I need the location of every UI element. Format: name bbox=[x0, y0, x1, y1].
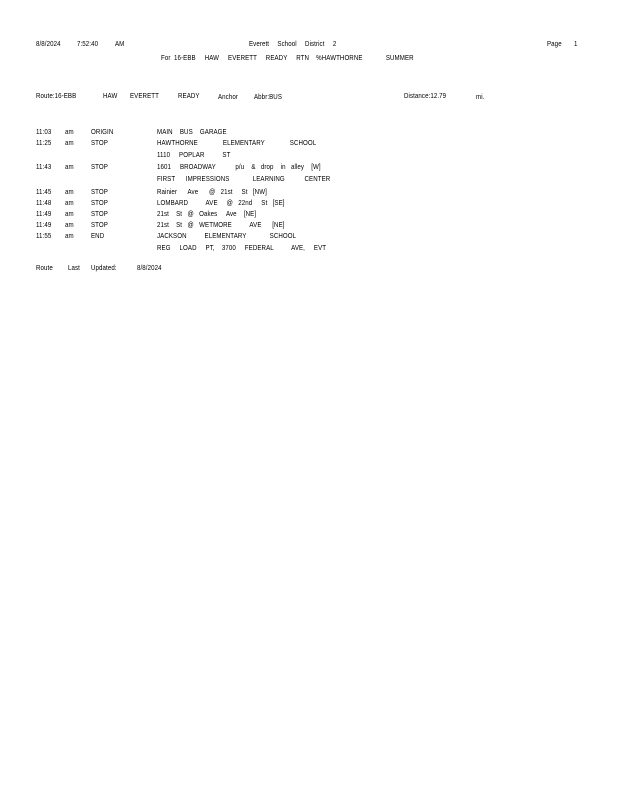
footer-last-label: Last bbox=[68, 263, 80, 272]
report-ampm: AM bbox=[115, 39, 125, 48]
stop-description: Rainier Ave @ 21st St [NW] bbox=[157, 187, 267, 196]
report-subtitle: For 16-EBB HAW EVERETT READY RTN %HAWTHORNE SUMMER bbox=[161, 53, 414, 62]
stop-description: FIRST IMPRESSIONS LEARNING CENTER bbox=[157, 174, 331, 183]
stop-time: 11:49 bbox=[36, 220, 52, 229]
stop-type: END bbox=[91, 231, 105, 240]
stop-type: ORIGIN bbox=[91, 127, 114, 136]
stop-description: 21st St @ Oakes Ave [NE] bbox=[157, 209, 257, 218]
stop-description: MAIN BUS GARAGE bbox=[157, 127, 227, 136]
stop-time: 11:48 bbox=[36, 198, 52, 207]
stop-time: 11:03 bbox=[36, 127, 52, 136]
stop-type: STOP bbox=[91, 198, 108, 207]
stop-description: HAWTHORNE ELEMENTARY SCHOOL bbox=[157, 138, 317, 147]
stop-description: REG LOAD PT, 3700 FEDERAL AVE, EVT bbox=[157, 243, 327, 252]
stop-type: STOP bbox=[91, 187, 108, 196]
stop-ampm: am bbox=[65, 187, 74, 196]
stop-time: 11:55 bbox=[36, 231, 52, 240]
stop-ampm: am bbox=[65, 162, 74, 171]
stop-description: JACKSON ELEMENTARY SCHOOL bbox=[157, 231, 297, 240]
stop-description: 21st St @ WETMORE AVE [NE] bbox=[157, 220, 285, 229]
stop-type: STOP bbox=[91, 162, 108, 171]
route-status: READY bbox=[178, 91, 200, 100]
route-anchor: Anchor bbox=[218, 92, 238, 101]
route-name: EVERETT bbox=[130, 91, 159, 100]
stop-ampm: am bbox=[65, 209, 74, 218]
route-distance: Distance:12.79 bbox=[404, 91, 447, 100]
page-number: 1 bbox=[574, 39, 578, 48]
stop-type: STOP bbox=[91, 220, 108, 229]
stop-ampm: am bbox=[65, 231, 74, 240]
report-time: 7:52:40 bbox=[77, 39, 99, 48]
stop-type: STOP bbox=[91, 138, 108, 147]
stop-time: 11:49 bbox=[36, 209, 52, 218]
page-label: Page bbox=[547, 39, 562, 48]
stop-description: 1601 BROADWAY p/u & drop in alley [W] bbox=[157, 162, 321, 171]
distance-unit: mi. bbox=[476, 92, 485, 101]
district-title: Everett School District 2 bbox=[249, 39, 337, 48]
stop-time: 11:43 bbox=[36, 162, 52, 171]
stop-ampm: am bbox=[65, 220, 74, 229]
route-abbr: Abbr:BUS bbox=[254, 92, 283, 101]
report-date: 8/8/2024 bbox=[36, 39, 61, 48]
route-id: Route:16-EBB bbox=[36, 91, 77, 100]
stop-time: 11:45 bbox=[36, 187, 52, 196]
stop-ampm: am bbox=[65, 198, 74, 207]
stop-ampm: am bbox=[65, 127, 74, 136]
stop-ampm: am bbox=[65, 138, 74, 147]
stop-time: 11:25 bbox=[36, 138, 52, 147]
route-code: HAW bbox=[103, 91, 118, 100]
stop-type: STOP bbox=[91, 209, 108, 218]
footer-updated-label: Updated: bbox=[91, 263, 117, 272]
footer-route-label: Route bbox=[36, 263, 53, 272]
footer-updated-date: 8/8/2024 bbox=[137, 263, 162, 272]
stop-description: 1110 POPLAR ST bbox=[157, 150, 231, 159]
stop-description: LOMBARD AVE @ 22nd St [SE] bbox=[157, 198, 285, 207]
